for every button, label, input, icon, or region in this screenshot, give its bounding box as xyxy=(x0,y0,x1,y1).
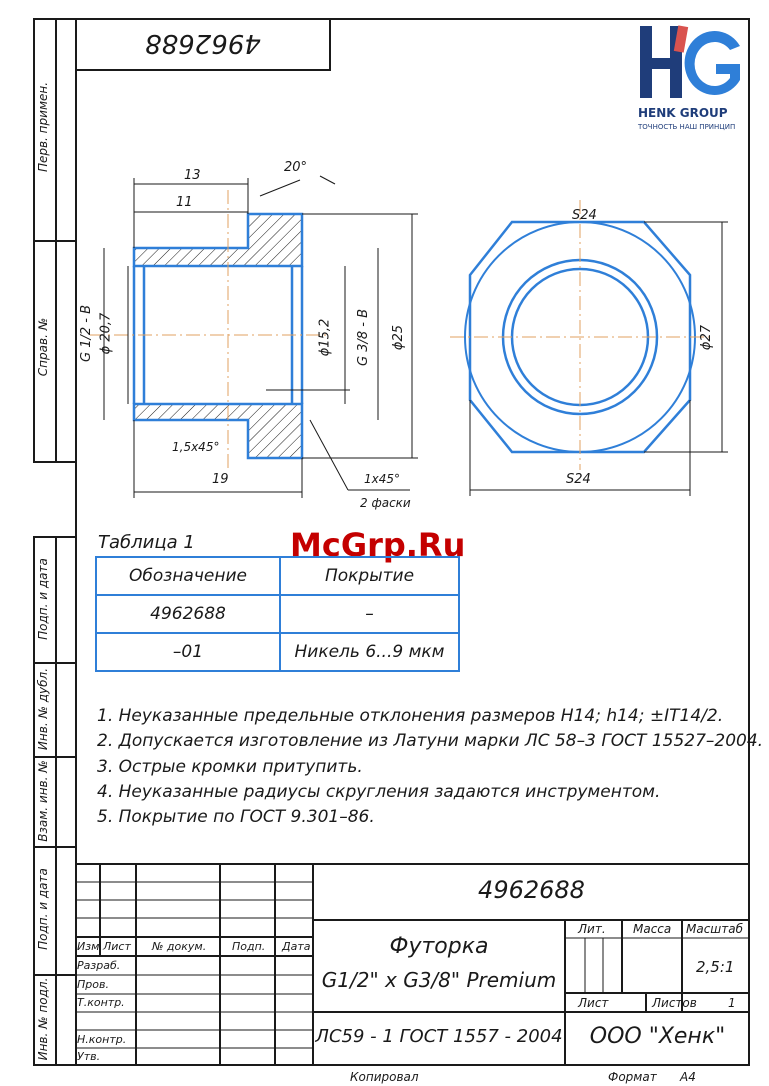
dim-19: 19 xyxy=(212,472,229,487)
dim-phi152: ϕ15,2 xyxy=(317,318,333,357)
logo-text: HENK GROUP xyxy=(638,106,728,120)
dim-s24: S24 xyxy=(566,472,591,487)
mirrored-number: 4962688 xyxy=(145,28,261,58)
table-caption: Таблица 1 xyxy=(98,532,195,553)
title-list-label: Лист xyxy=(578,996,609,1010)
title-header-podp: Подп. xyxy=(232,940,266,953)
note-item: 2. Допускается изготовление из Латуни марки ЛС 58–3 ГОСТ 15527–2004. xyxy=(97,731,764,751)
side-label-inv-dubl: Инв. № дубл. xyxy=(36,667,50,751)
dim-chamfer15: 1,5x45° xyxy=(172,440,220,454)
title-listov-value: 1 xyxy=(728,996,736,1010)
title-name-line1: Футорка xyxy=(389,934,489,959)
role-tkontr: Т.контр. xyxy=(77,996,125,1009)
watermark: McGrp.Ru xyxy=(290,526,466,564)
side-label-podp-data-1: Подп. и дата xyxy=(36,558,50,640)
table-cell: Никель 6...9 мкм xyxy=(280,633,459,671)
note-item: 4. Неуказанные радиусы скругления задаются инструментом. xyxy=(97,782,661,802)
note-item: 3. Острые кромки притупить. xyxy=(97,757,363,777)
table-cell: – xyxy=(280,595,459,633)
note-item: 1. Неуказанные предельные отклонения размеров H14; h14; ±IT14/2. xyxy=(97,706,724,726)
side-label-podp-data-2: Подп. и дата xyxy=(36,868,50,950)
title-lit: Лит. xyxy=(578,922,606,936)
footer-format-value: A4 xyxy=(680,1070,696,1084)
dim-13: 13 xyxy=(184,168,201,183)
table-cell: 4962688 xyxy=(96,595,280,633)
title-header-list: Лист xyxy=(103,940,131,953)
dim-11: 11 xyxy=(176,195,193,210)
dim-phi27: ϕ27 xyxy=(699,324,715,351)
footer-format-label: Формат xyxy=(608,1070,657,1084)
note-item: 5. Покрытие по ГОСТ 9.301–86. xyxy=(97,807,375,827)
table-header: Обозначение xyxy=(96,557,280,595)
side-label-inv-podl: Инв. № подл. xyxy=(36,977,50,1061)
title-listov-label: Листов xyxy=(652,996,697,1010)
table-cell: –01 xyxy=(96,633,280,671)
table-header: Покрытие xyxy=(280,557,459,595)
role-prov: Пров. xyxy=(77,978,109,991)
role-utv: Утв. xyxy=(77,1050,101,1063)
title-name-line2: G1/2" x G3/8" Premium xyxy=(321,968,557,992)
dim-phi207: ϕ 20,7 xyxy=(98,312,114,355)
title-massa: Масса xyxy=(633,922,672,936)
title-header-izm: Изм xyxy=(77,940,100,953)
dim-g38b: G 3/8 - B xyxy=(356,308,372,367)
title-material: ЛС59 - 1 ГОСТ 1557 - 2004 xyxy=(315,1026,563,1047)
dim-s24-top: S24 xyxy=(572,208,597,223)
logo-tagline: ТОЧНОСТЬ НАШ ПРИНЦИП xyxy=(638,123,736,131)
side-label-sprav-no: Справ. № xyxy=(36,317,50,377)
title-header-no-dokum: № докум. xyxy=(152,940,207,953)
title-scale: 2,5:1 xyxy=(696,958,735,976)
role-razrab: Разраб. xyxy=(77,959,121,972)
side-label-vzam-inv: Взам. инв. № xyxy=(36,760,50,842)
side-label-perv-primen: Перв. примен. xyxy=(36,81,50,173)
dim-chamfer1: 1x45° xyxy=(364,472,401,486)
role-nkontr: Н.контр. xyxy=(77,1033,127,1046)
dim-fask: 2 фаски xyxy=(360,496,411,510)
footer-kopiroval: Копировал xyxy=(350,1070,419,1084)
title-company: ООО "Хенк" xyxy=(589,1024,726,1049)
dim-g12b: G 1/2 - B xyxy=(79,304,95,363)
title-masshtab: Масштаб xyxy=(686,922,744,936)
dim-phi25: ϕ25 xyxy=(391,324,407,351)
title-number: 4962688 xyxy=(478,876,585,904)
title-header-data: Дата xyxy=(282,940,311,953)
dim-20deg: 20° xyxy=(284,160,308,175)
